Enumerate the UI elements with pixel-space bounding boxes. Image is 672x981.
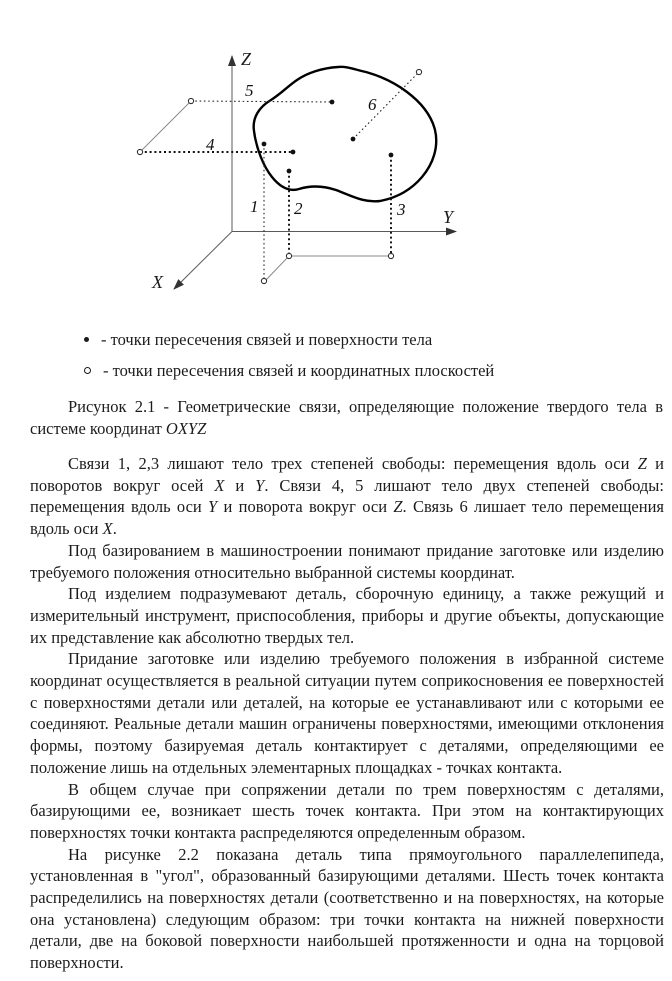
paragraph: Под базированием в машиностроении понимают придание заготовке или изделию требуемого положения относительно выбранной системы координат. (30, 540, 664, 582)
plane-trace-left (140, 101, 191, 152)
legend-item-planes (84, 355, 494, 386)
plane-trace-bottom-left (264, 256, 289, 282)
axis-label-z: Z (241, 49, 252, 69)
body-outline (254, 67, 437, 202)
legend-text: - точки пересечения связей и поверхности тела (101, 329, 433, 349)
surface-point-4 (291, 150, 296, 155)
surface-point-5 (330, 100, 335, 105)
filled-dot-icon (84, 337, 89, 342)
paragraph: В общем случае при сопряжении детали по трем поверхностям с деталями, базирующими ее, возникает шесть точек контакта. При этом на контактирующих поверхностях точки контакта распределяются определенным образом. (30, 779, 664, 842)
paragraph: Придание заготовке или изделию требуемого положения в избранной системе координат осуществляется в реальной ситуации путем соприкосновения ее поверхностей с поверхностями детали или деталей, на которые ее устанавливают или с которыми ее соединяют. Реальные детали машин ограничены поверхностями, имеющими отклонения формы, поэтому базируемая деталь контактирует с деталями, определяющими ее положение лишь на отдельных элементарных площадках - точках контакта. (30, 649, 664, 777)
plane-point-1 (261, 278, 266, 283)
link-label-1: 1 (250, 197, 259, 216)
legend-text: - точки пересечения связей и координатных плоскостей (103, 360, 495, 380)
plane-point-5 (188, 98, 193, 103)
axis-label-y: Y (443, 207, 454, 227)
body-text (30, 453, 664, 974)
paragraph: Под изделием подразумевают деталь, сборочную единицу, а также режущий и измерительный инструмент, приспособления, приборы и другие объекты, допускающие их представление как абсолютно твердых тел. (30, 584, 664, 647)
link-label-4: 4 (206, 135, 215, 154)
figure-legend (84, 324, 494, 386)
surface-point-2 (287, 169, 292, 174)
paragraph: Связи 1, 2,3 лишают тело трех степеней свободы: перемещения вдоль оси Z и поворотов вокруг осей X и Y. Связи 4, 5 лишают тело двух степеней свободы: перемещения вдоль оси Y и поворота вокруг оси Z. Связь 6 лишает тело перемещения вдоль оси X. (30, 454, 664, 539)
open-dot-icon (84, 367, 91, 374)
plane-point-2 (286, 253, 291, 258)
legend-item-surface (84, 324, 494, 355)
surface-point-3 (389, 153, 394, 158)
link-label-6: 6 (368, 95, 377, 114)
surface-point-6 (351, 137, 356, 142)
figure-caption: Рисунок 2.1 - Геометрические связи, определяющие положение твердого тела в системе координат OXYZ (30, 397, 663, 438)
surface-point-1 (262, 142, 267, 147)
x-axis (174, 232, 232, 290)
plane-point-3 (388, 253, 393, 258)
figure-2-1-diagram (0, 0, 672, 315)
paragraph: На рисунке 2.2 показана деталь типа прямоугольного параллелепипеда, установленная в "угол", образованный базирующими деталями. Шесть точек контакта распределились на поверхностях детали (соответственно и на поверхностях, на которые она установлена) следующим образом: три точки контакта на нижней поверхности детали, две на боковой поверхности наибольшей протяженности и одна на торцовой поверхности. (30, 844, 664, 973)
plane-point-4 (137, 149, 142, 154)
link-label-2: 2 (294, 199, 303, 218)
link-label-3: 3 (397, 200, 406, 219)
plane-point-6 (416, 69, 421, 74)
axis-label-x: X (152, 272, 163, 292)
link-label-5: 5 (245, 81, 254, 100)
